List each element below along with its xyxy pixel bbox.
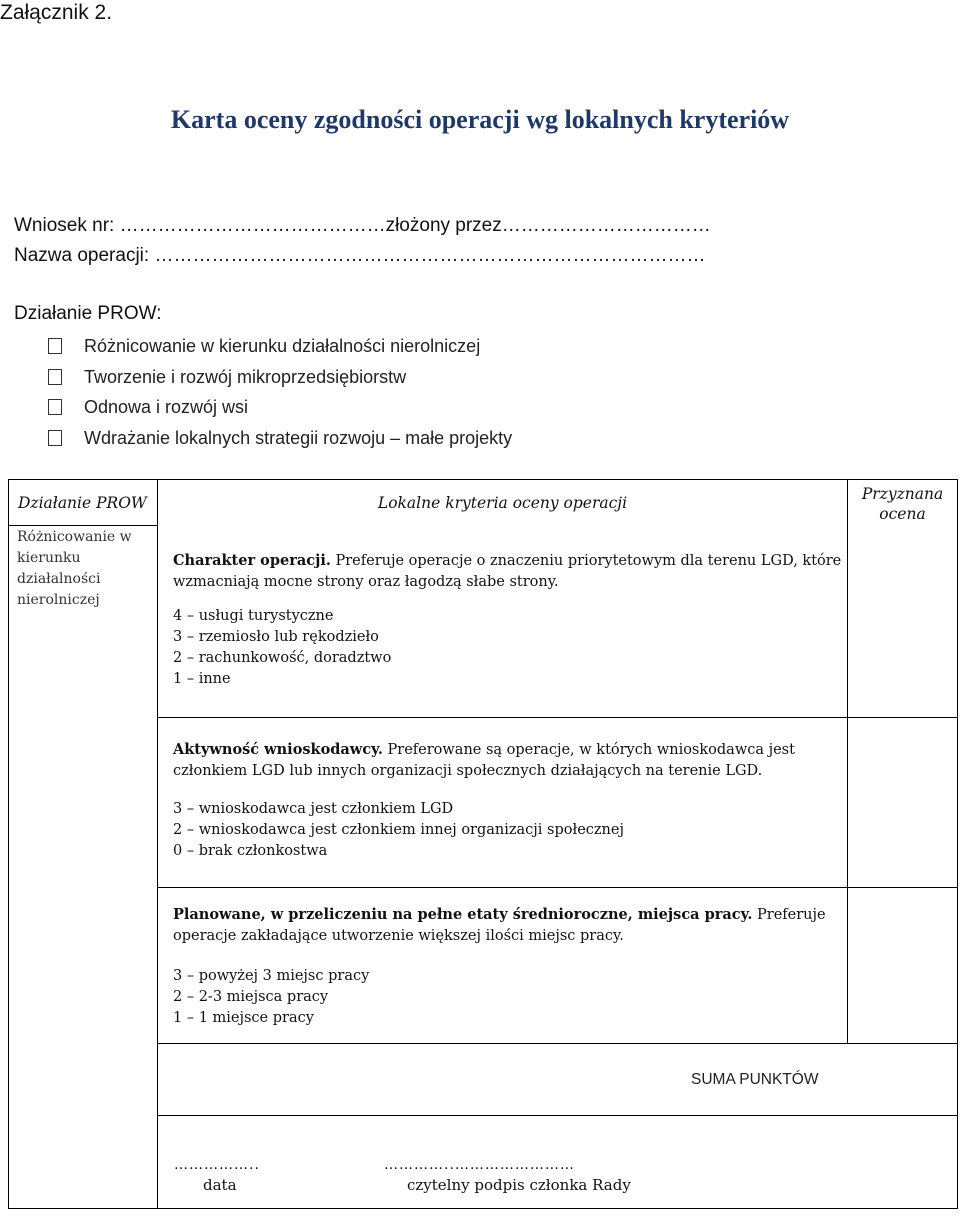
table-divider-1 (157, 479, 158, 1209)
prow-option-label: Tworzenie i rozwój mikroprzedsiębiorstw (84, 367, 407, 387)
date-field[interactable]: …………….. (174, 1157, 260, 1173)
signature-label: czytelny podpis członka Rady (407, 1176, 631, 1194)
criterion-point: 0 – brak członkostwa (173, 843, 328, 859)
prow-option-label: Odnowa i rozwój wsi (84, 397, 249, 417)
criterion-point: 4 – usługi turystyczne (173, 608, 334, 624)
criterion-point: 3 – wnioskodawca jest członkiem LGD (173, 801, 454, 817)
measure-name-line: Różnicowanie w (17, 529, 132, 545)
criterion-point: 3 – powyżej 3 miejsc pracy (173, 968, 370, 984)
signature-field[interactable]: …………..…………………… (384, 1157, 575, 1173)
criterion-jobs (173, 904, 826, 1029)
application-number-field[interactable]: Wniosek nr: ……………………………………złożony przez…………………………… (14, 215, 711, 236)
header-measure: Działanie PROW (18, 494, 147, 512)
sum-points-field[interactable] (850, 1048, 954, 1110)
checkbox-icon[interactable] (48, 338, 62, 354)
prow-option-small-projects[interactable] (48, 426, 512, 450)
table-border-right (957, 479, 958, 1209)
measure-name-line: kierunku (17, 550, 81, 566)
checkbox-icon[interactable] (48, 399, 62, 415)
criterion-activity (173, 739, 795, 862)
table-border-left (8, 479, 9, 1209)
header-score-line2: ocena (879, 505, 926, 523)
table-row-rule-2 (157, 887, 958, 888)
criterion-point: 3 – rzemiosło lub rękodzieło (173, 629, 379, 645)
date-label: data (203, 1176, 237, 1194)
sum-points-label: SUMA PUNKTÓW (691, 1071, 819, 1088)
criterion-point: 1 – inne (173, 671, 231, 687)
table-border-top (8, 479, 958, 480)
criterion-character (173, 550, 841, 690)
measure-name (17, 527, 132, 611)
score-input-activity[interactable] (850, 722, 954, 882)
prow-option-diversification[interactable] (48, 334, 480, 358)
table-row-rule-3 (157, 1043, 958, 1044)
annex-label: Załącznik 2. (0, 1, 113, 24)
table-border-bottom (8, 1208, 958, 1209)
criterion-point: 2 – rachunkowość, doradztwo (173, 650, 392, 666)
table-divider-2 (847, 479, 848, 1044)
measure-name-line: nierolniczej (17, 592, 100, 608)
criterion-description: wzmacniają mocne strony oraz łagodzą słabe strony. (173, 574, 559, 590)
header-score-line1: Przyznana (861, 485, 944, 503)
measure-name-line: działalności (17, 571, 101, 587)
header-criteria: Lokalne kryteria oceny operacji (377, 494, 628, 512)
criterion-point: 1 – 1 miejsce pracy (173, 1010, 314, 1026)
prow-option-label: Wdrażanie lokalnych strategii rozwoju – małe projekty (84, 428, 513, 448)
checkbox-icon[interactable] (48, 369, 62, 385)
criterion-description: członkiem LGD lub innych organizacji społecznych działających na terenie LGD. (173, 763, 763, 779)
page-title: Karta oceny zgodności operacji wg lokalnych kryteriów (170, 105, 790, 134)
table-row-rule-4 (157, 1115, 958, 1116)
criterion-point: 2 – wnioskodawca jest członkiem innej organizacji społecznej (173, 822, 624, 838)
table-header-rule (8, 525, 158, 526)
score-input-character[interactable] (850, 560, 954, 710)
criterion-description: Preferuje operacje o znaczeniu priorytetowym dla terenu LGD, które (330, 553, 842, 569)
criterion-title: Charakter operacji. (173, 552, 331, 569)
prow-option-village-renewal[interactable] (48, 395, 248, 419)
criterion-title: Aktywność wnioskodawcy. (173, 741, 383, 758)
criterion-description: Preferowane są operacje, w których wnioskodawca jest (382, 742, 795, 758)
prow-label: Działanie PROW: (14, 303, 162, 324)
prow-option-label: Różnicowanie w kierunku działalności nierolniczej (84, 336, 481, 356)
criterion-description: Preferuje (752, 907, 826, 923)
operation-name-field[interactable]: Nazwa operacji: …………………………………………………………………………… (14, 245, 706, 266)
score-input-jobs[interactable] (850, 892, 954, 1038)
criterion-description: operacje zakładające utworzenie większej ilości miejsc pracy. (173, 928, 624, 944)
table-row-rule-1 (157, 717, 958, 718)
criterion-title: Planowane, w przeliczeniu na pełne etaty średnioroczne, miejsca pracy. (173, 906, 753, 923)
checkbox-icon[interactable] (48, 430, 62, 446)
prow-option-microenterprises[interactable] (48, 365, 406, 389)
criterion-point: 2 – 2-3 miejsca pracy (173, 989, 329, 1005)
